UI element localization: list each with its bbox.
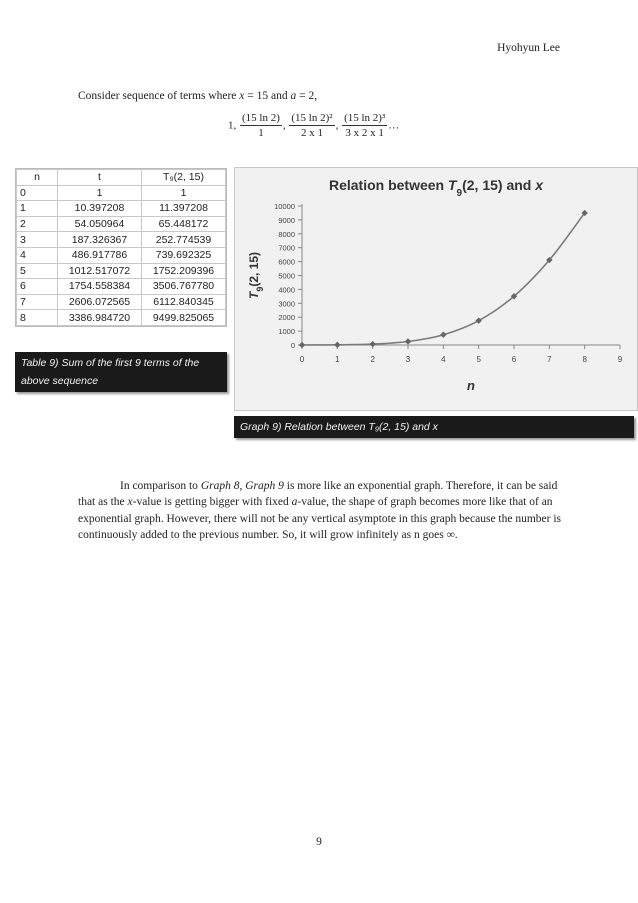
cell-n: 8 [17, 310, 58, 326]
formula-first-term: 1, [228, 119, 237, 132]
x-tick-label: 2 [370, 355, 375, 364]
x-tick-label: 8 [582, 355, 587, 364]
table-row [17, 294, 226, 310]
cell-t9: 739.692325 [142, 247, 226, 263]
graph-caption: Graph 9) Relation between T₉(2, 15) and x [234, 416, 634, 438]
cell-t: 3386.984720 [58, 310, 142, 326]
term-2-numerator: (15 ln 2)² [291, 112, 333, 124]
data-point [299, 342, 305, 348]
y-tick-label: 3000 [278, 299, 295, 309]
cell-t9: 9499.825065 [142, 310, 226, 326]
table-header-row [17, 170, 226, 186]
formula-ellipsis: … [388, 119, 400, 132]
var-a: a [291, 496, 298, 509]
table-caption: Table 9) Sum of the first 9 terms of the above sequence [15, 352, 227, 392]
cell-t9: 6112.840345 [142, 294, 226, 310]
intro-sentence [78, 90, 317, 102]
table-row [17, 310, 226, 326]
var-a: a [290, 90, 297, 102]
table-row [17, 201, 226, 217]
var-x: x [239, 90, 245, 102]
cell-n: 3 [17, 232, 58, 248]
table-row [17, 279, 226, 295]
table-row [17, 185, 226, 201]
y-tick-label: 7000 [278, 243, 295, 253]
data-point [405, 338, 411, 344]
cell-t: 486.917786 [58, 247, 142, 263]
intro-text: Consider sequence of terms where [78, 90, 240, 102]
cell-n: 6 [17, 279, 58, 295]
term-3-numerator: (15 ln 2)³ [344, 112, 386, 124]
series-line [302, 213, 585, 345]
cell-t9: 1 [142, 185, 226, 201]
table-row [17, 216, 226, 232]
x-tick-label: 4 [441, 355, 446, 364]
x-tick-label: 6 [511, 355, 517, 364]
y-tick-label: 6000 [278, 257, 295, 267]
x-axis-label: n [467, 378, 475, 393]
cell-n: 7 [17, 294, 58, 310]
cell-n: 4 [17, 247, 58, 263]
body-paragraph [78, 478, 564, 543]
formula-term-1 [240, 112, 282, 139]
cell-t9: 252.774539 [142, 232, 226, 248]
cell-t: 1 [58, 185, 142, 201]
formula-term-3 [342, 112, 387, 139]
cell-t9: 3506.767780 [142, 279, 226, 295]
y-tick-label: 2000 [278, 313, 295, 323]
cell-t9: 1752.209396 [142, 263, 226, 279]
data-point [334, 342, 340, 348]
term-1-denominator: 1 [258, 127, 264, 139]
y-tick-label: 5000 [278, 271, 295, 281]
term-2-denominator: 2 x 1 [300, 127, 323, 139]
intro-x-eq: = 15 and [244, 90, 291, 102]
y-tick-label: 1000 [278, 327, 295, 337]
data-point [440, 332, 446, 338]
header-t9: T₉(2, 15) [142, 170, 226, 186]
cell-t: 187.326367 [58, 232, 142, 248]
ref-graph-8: Graph 8 [200, 480, 240, 492]
x-tick-label: 9 [617, 355, 623, 364]
body-text: In comparison to Graph 8, Graph 9 is more like an exponential graph. Therefore, it can be said that as the x-value is getting bigger with fixed a-value, the shape of graph becomes more like that of an exponential graph. However, there will not be any vertical asymptote in this graph because the number is continuously added to the previous number. So, it will grow infinitely as n goes ∞. [78, 480, 562, 541]
x-tick-label: 5 [476, 355, 481, 364]
cell-t9: 65.448172 [142, 216, 226, 232]
chart-container [234, 167, 638, 411]
var-x: x [127, 496, 133, 509]
y-tick-label: 0 [290, 341, 295, 350]
x-tick-label: 7 [547, 355, 552, 364]
cell-n: 0 [17, 185, 58, 201]
cell-t: 1012.517072 [58, 263, 142, 279]
y-tick-label: 9000 [278, 215, 295, 225]
data-table-container [15, 168, 227, 327]
page-number: 9 [316, 836, 322, 848]
header-t: t [58, 170, 142, 186]
cell-n: 2 [17, 216, 58, 232]
x-tick-label: 3 [405, 355, 411, 364]
cell-t: 10.397208 [58, 201, 142, 217]
cell-t9: 11.397208 [142, 201, 226, 217]
intro-a-eq: = 2, [296, 90, 318, 102]
line-chart [235, 168, 637, 410]
ref-graph-9: Graph 9 [245, 480, 284, 492]
table-row [17, 247, 226, 263]
x-tick-label: 0 [299, 355, 305, 364]
cell-t: 1754.558384 [58, 279, 142, 295]
term-3-denominator: 3 x 2 x 1 [345, 127, 384, 139]
y-tick-label: 8000 [278, 229, 295, 239]
x-tick-label: 1 [335, 355, 340, 364]
cell-n: 5 [17, 263, 58, 279]
table-row [17, 232, 226, 248]
table-row [17, 263, 226, 279]
chart-title: Relation between $T_9(2$, 15) and x [328, 177, 544, 199]
y-tick-label: 4000 [278, 285, 295, 295]
cell-t: 54.050964 [58, 216, 142, 232]
author-name: Hyohyun Lee [497, 42, 560, 54]
formula-term-2 [289, 112, 334, 139]
header-n: n [17, 170, 58, 186]
sequence-formula: 1, $\frac{(15 \ln 2)}{1}$ , $\frac{\text{(15 ln 2)²}}{2 x 1}$ , $\frac{\text{(15 ln 2)³}}{3 x 2 x 1}$ … [228, 112, 400, 139]
term-1-numerator: (15 ln 2) [242, 112, 280, 124]
data-point [369, 341, 375, 347]
y-tick-label: 10000 [274, 202, 295, 211]
y-axis-label: $T_9(2$, 15) [247, 251, 265, 300]
cell-n: 1 [17, 201, 58, 217]
cell-t: 2606.072565 [58, 294, 142, 310]
data-point [475, 317, 481, 323]
data-table [16, 169, 226, 326]
